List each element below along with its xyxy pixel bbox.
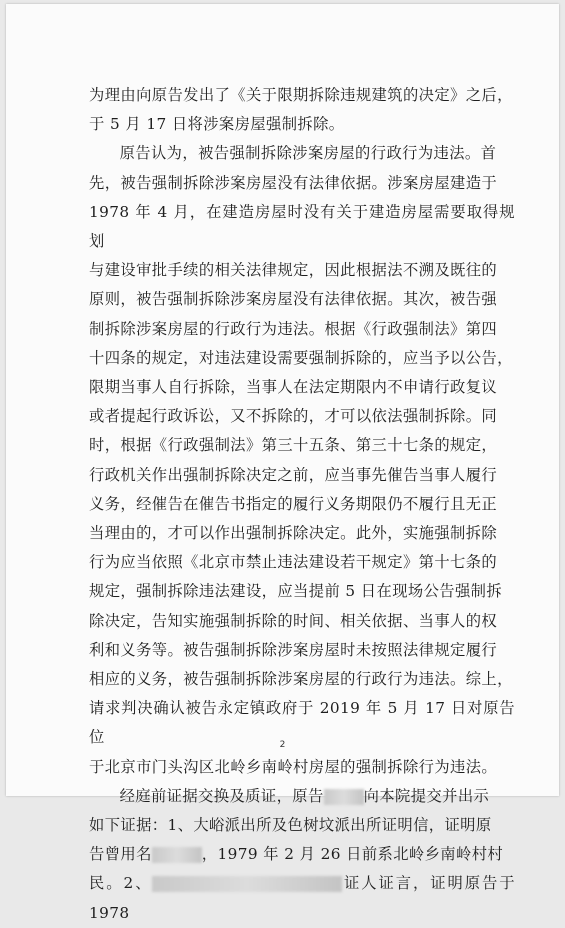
- text-line: 行政机关作出强制拆除决定之前，应当事先催告当事人履行: [89, 465, 498, 484]
- text-line: [89, 811, 515, 840]
- text-line: 义务，经催告在催告书指定的履行义务期限仍不履行且无正: [89, 494, 498, 513]
- text-line: [89, 782, 515, 811]
- text-line: 除决定，告知实施强制拆除的时间、相关依据、当事人的权: [89, 611, 498, 630]
- text-line: 或者提起行政诉讼，又不拆除的，才可以依法强制拆除。同: [89, 407, 498, 426]
- text-line: 与建设审批手续的相关法律规定，因此根据法不溯及既往的: [89, 261, 498, 280]
- text-line: 先，被告强制拆除涉案房屋没有法律依据。涉案房屋建造于: [89, 173, 498, 192]
- text-line: 原则，被告强制拆除涉案房屋没有法律依据。其次，被告强: [89, 290, 498, 309]
- text-line: 制拆除涉案房屋的行政行为违法。根据《行政强制法》第四: [89, 319, 498, 338]
- text-line: 为理由向原告发出了《关于限期拆除违规建筑的决定》之后，: [89, 86, 513, 104]
- redacted-witnesses: [152, 876, 342, 892]
- text-fragment: 证人证言，证明原告于 1978: [89, 874, 515, 922]
- text-line: [89, 840, 515, 869]
- text-line: 当理由的，才可以作出强制拆除决定。此外，实施强制拆除: [89, 524, 498, 543]
- text-line: [89, 869, 515, 927]
- text-line: 十四条的规定，对违法建设需要强制拆除的，应当予以公告，: [89, 348, 513, 367]
- text-line: 1978 年 4 月，在建造房屋时没有关于建造房屋需要取得规划: [89, 202, 515, 251]
- text-fragment: 民。2、: [89, 874, 153, 893]
- text-line: 原告认为，被告强制拆除涉案房屋的行政行为违法。首: [119, 144, 497, 163]
- text-fragment: 向本院提交并出示: [363, 786, 490, 805]
- text-line: 规定，强制拆除违法建设，应当提前 5 日在现场公告强制拆: [89, 582, 503, 601]
- document-page: [6, 4, 559, 922]
- document-body: [89, 81, 515, 928]
- text-line: 行为应当依照《北京市禁止违法建设若干规定》第十七条的: [89, 553, 498, 572]
- text-line: 限期当事人自行拆除，当事人在法定期限内不申请行政复议: [89, 378, 498, 397]
- text-line: 于北京市门头沟区北岭乡南岭村房屋的强制拆除行为违法。: [89, 757, 498, 776]
- text-line: 利和义务等。被告强制拆除涉案房屋时未按照法律规定履行: [89, 640, 498, 659]
- redacted-alias: [152, 847, 202, 863]
- text-line: 时，根据《行政强制法》第三十五条、第三十七条的规定，: [89, 436, 498, 455]
- text-fragment: 告曾用名: [89, 845, 152, 864]
- text-fragment: 如下证据：1、: [89, 816, 194, 835]
- text-fragment: 经庭前证据交换及质证，原告: [119, 786, 324, 805]
- text-line: 请求判决确认被告永定镇政府于 2019 年 5 月 17 日对原告位: [89, 699, 515, 747]
- text-line: 相应的义务，被告强制拆除涉案房屋的行政行为违法。综上，: [89, 670, 513, 689]
- text-line: 于 5 月 17 日将涉案房屋强制拆除。: [89, 115, 345, 134]
- text-fragment: 大峪派出所及色树坟派出所证明信，证明原: [193, 816, 492, 835]
- redacted-name: [324, 789, 364, 805]
- text-fragment: ，1979 年 2 月 26 日前系北岭乡南岭村村: [201, 845, 504, 864]
- page-number: 2: [279, 740, 286, 750]
